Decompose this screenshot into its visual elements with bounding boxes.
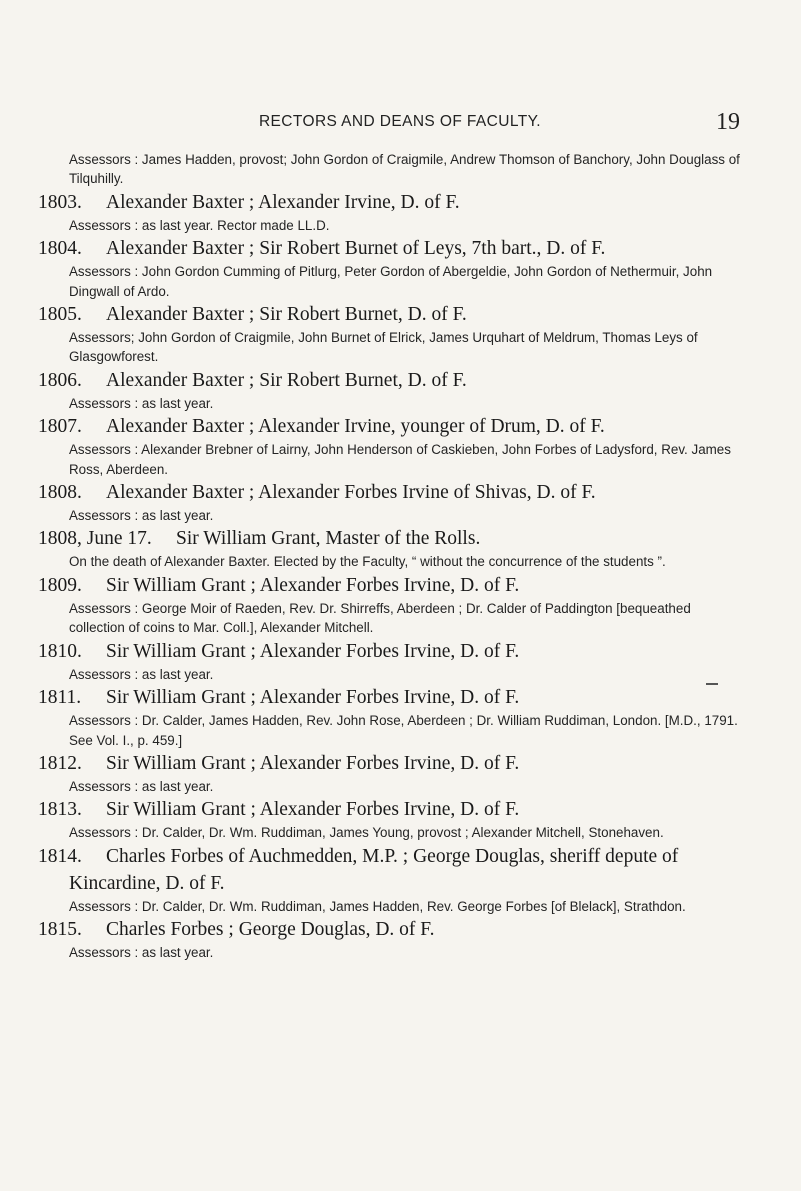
entry-year: 1805. xyxy=(38,304,82,326)
entry-assessors: Assessors : Dr. Calder, Dr. Wm. Ruddiman, James Hadden, Rev. George Forbes [of Blelack], Strathdon. xyxy=(69,898,686,914)
entry-rector-dean: Alexander Baxter ; Sir Robert Burnet, D. of F. xyxy=(106,304,467,326)
entry-heading xyxy=(38,413,744,440)
entry-year: 1814. xyxy=(38,845,82,867)
entry-heading xyxy=(38,916,744,943)
entry-heading xyxy=(38,796,744,823)
entry-heading xyxy=(38,638,744,665)
entry-list xyxy=(38,150,744,963)
entry-assessors: Assessors : as last year. xyxy=(69,395,214,411)
entry-assessors: Assessors : as last year. xyxy=(69,778,214,794)
entry-rector-dean: Sir William Grant ; Alexander Forbes Irvine, D. of F. xyxy=(106,752,520,774)
entry-year: 1813. xyxy=(38,799,82,821)
entry-heading xyxy=(38,750,744,777)
entry-rector-dean: Charles Forbes ; George Douglas, D. of F. xyxy=(106,919,435,941)
page-number: 19 xyxy=(716,109,740,135)
entry-note: On the death of Alexander Baxter. Elected by the Faculty, “ without the concurrence of the students ”. xyxy=(69,554,666,570)
entry-heading xyxy=(38,367,744,394)
entry-assessors: Assessors : Dr. Calder, Dr. Wm. Ruddiman, James Young, provost ; Alexander Mitchell, Stonehaven. xyxy=(69,825,664,841)
entry-assessors: Assessors : James Hadden, provost; John Gordon of Craigmile, Andrew Thomson of Banchory, John Douglass of Tilquhilly. xyxy=(69,152,740,187)
entry-year: 1803. xyxy=(38,191,82,213)
entry-year: 1808, June 17. xyxy=(38,528,152,550)
entry-rector-dean: Sir William Grant ; Alexander Forbes Irvine, D. of F. xyxy=(106,799,520,821)
entry-year: 1807. xyxy=(38,416,82,438)
entry-year: 1804. xyxy=(38,238,82,260)
entry-heading xyxy=(38,684,744,711)
entry-assessors: Assessors : as last year. xyxy=(69,508,214,524)
entry-rector-dean: Alexander Baxter ; Alexander Irvine, younger of Drum, D. of F. xyxy=(106,416,605,438)
entry-rector-dean: Alexander Baxter ; Alexander Irvine, D. of F. xyxy=(106,191,460,213)
entry-year: 1810. xyxy=(38,640,82,662)
entry-rector-dean: Sir William Grant ; Alexander Forbes Irvine, D. of F. xyxy=(106,687,520,709)
entry-rector-dean: Sir William Grant ; Alexander Forbes Irvine, D. of F. xyxy=(106,574,520,596)
margin-dash xyxy=(706,683,718,685)
entry-heading xyxy=(38,572,744,599)
entry-assessors: Assessors : George Moir of Raeden, Rev. Dr. Shirreffs, Aberdeen ; Dr. Calder of Paddington [bequeathed collection of coins to Mar. Coll.], Alexander Mitchell. xyxy=(69,600,691,636)
entry-heading xyxy=(38,235,744,262)
entry-assessors: Assessors : as last year. Rector made LL.D. xyxy=(69,217,330,233)
entry-rector-dean: Alexander Baxter ; Alexander Forbes Irvine of Shivas, D. of F. xyxy=(106,482,596,504)
entry-heading xyxy=(38,525,744,552)
entry-heading xyxy=(38,189,744,216)
entry-year: 1815. xyxy=(38,919,82,941)
entry-assessors: Assessors : Dr. Calder, James Hadden, Rev. John Rose, Aberdeen ; Dr. William Ruddiman, London. [M.D., 1791. See Vol. I., p. 459.] xyxy=(69,713,738,748)
entry-rector-dean: Sir William Grant ; Alexander Forbes Irvine, D. of F. xyxy=(106,640,520,662)
entry-year: 1808. xyxy=(38,482,82,504)
entry-assessors: Assessors : as last year. xyxy=(69,666,214,682)
entry-heading xyxy=(38,843,744,897)
entry-year: 1811. xyxy=(38,687,82,709)
entry-rector-dean: Alexander Baxter ; Sir Robert Burnet of Leys, 7th bart., D. of F. xyxy=(106,238,606,260)
entry-year: 1806. xyxy=(38,369,82,391)
page-header xyxy=(60,109,740,143)
entry-rector-dean: Alexander Baxter ; Sir Robert Burnet, D. of F. xyxy=(106,369,467,391)
entry-assessors: Assessors; John Gordon of Craigmile, John Burnet of Elrick, James Urquhart of Meldrum, Thomas Leys of Glasgowforest. xyxy=(69,330,698,365)
entry-rector-dean: Charles Forbes of Auchmedden, M.P. ; George Douglas, sheriff depute of Kincardine, D. of F. xyxy=(69,845,679,894)
entry-year: 1812. xyxy=(38,752,82,774)
entry-assessors: Assessors : as last year. xyxy=(69,945,214,961)
entry-year: 1809. xyxy=(38,574,82,596)
entry-assessors: Assessors : John Gordon Cumming of Pitlurg, Peter Gordon of Abergeldie, John Gordon of Nethermuir, John Dingwall of Ardo. xyxy=(69,264,713,299)
running-head: RECTORS AND DEANS OF FACULTY. xyxy=(258,113,542,130)
entry-heading xyxy=(38,479,744,506)
entry-heading xyxy=(38,301,744,328)
entry-rector-dean: Sir William Grant, Master of the Rolls. xyxy=(176,528,481,550)
entry-assessors: Assessors : Alexander Brebner of Lairny, John Henderson of Caskieben, John Forbes of Ladysford, Rev. James Ross, Aberdeen. xyxy=(69,442,731,477)
